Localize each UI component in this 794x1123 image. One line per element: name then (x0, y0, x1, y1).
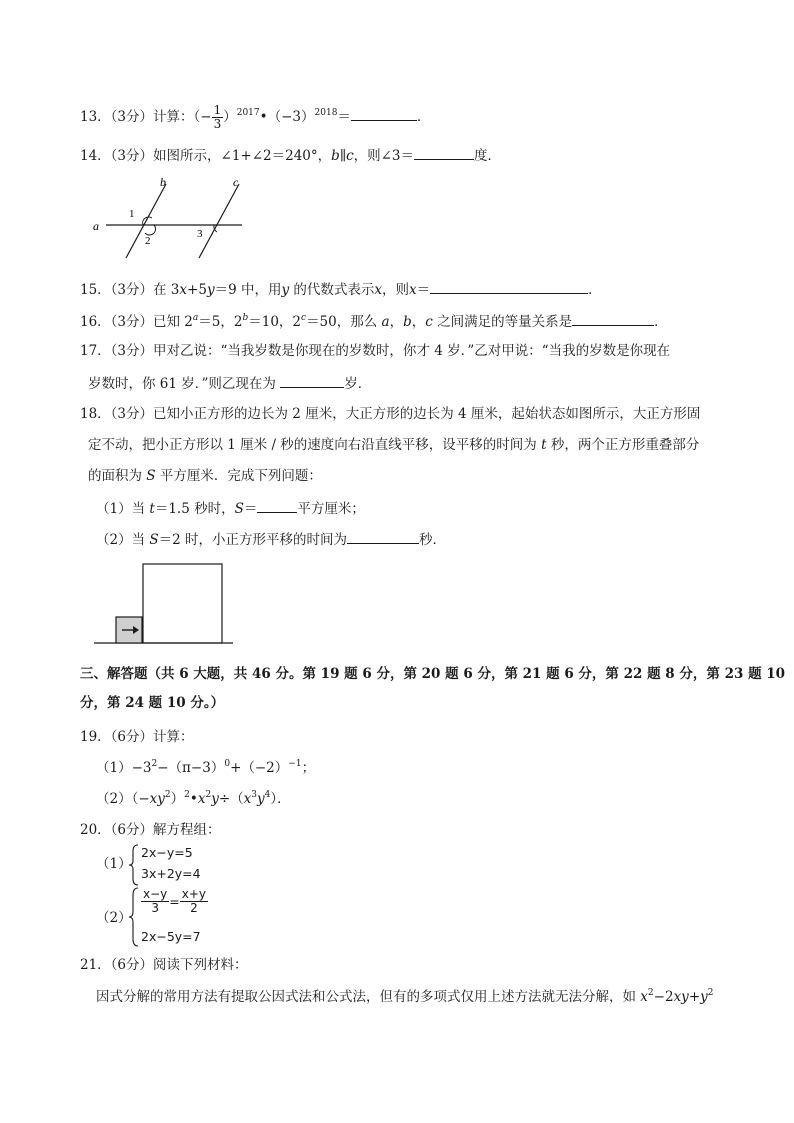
large-square (143, 564, 222, 643)
question-16: 16．（3分）已知 $2^a=5$，$2^b=10$，$2^c=50$，那么 a，b，c 之间满足的等量关系是 ． (80, 313, 668, 330)
system2-eq1: $\frac{x-y}{3}$ = $\frac{x+y}{2}$ (143, 887, 207, 915)
label-1: 1 (129, 208, 135, 220)
line-c (199, 184, 239, 258)
question-20-title: 20．（6分）解方程组： (80, 822, 221, 838)
question-18-line2: 定不动，把小正方形以 1 厘米 / 秒的速度向右沿直线平移，设平移的时间为 t 秒，两个正方形重叠部分 (88, 437, 700, 453)
fraction-x-plus-y-over-2: $\frac{x+y}{2}$ (181, 887, 207, 915)
brace-1 (128, 844, 140, 886)
system1-eq1: 2x−y=5 (141, 845, 193, 860)
question-19-part2: $(2)(-xy^2)^2•x^2y\div(x^3y^4)$． (96, 790, 291, 807)
angle-arc-2 (145, 225, 156, 235)
question-21-title: 21．（6分）阅读下列材料： (80, 957, 248, 973)
question-20-part1-label: （1） (96, 856, 132, 872)
question-18-sub1: （1）当 t＝1.5 秒时，S＝ 平方厘米； (96, 498, 365, 518)
brace-2 (128, 887, 140, 947)
question-19-title: 19．（6分）计算： (80, 729, 194, 745)
fraction-one-third: $\frac{1}{3}$ (213, 103, 222, 131)
question-21-line1: 因式分解的常用方法有提取公因式法和公式法，但有的多项式仅用上述方法就无法分解，如 $x^2-2xy+y^2$ (96, 988, 714, 1005)
section-3-heading-line1: 三、解答题（共 6 大题，共 46 分。第 19 题 6 分，第 20 题 6 分，第 21 题 6 分，第 22 题 8 分，第 23 题 10 (80, 666, 786, 682)
system2-eq2: 2x−5y=7 (141, 929, 201, 944)
question-15: 15．（3分）在 3x+5y＝9 中，用y 的代数式表示x，则x＝ ． (80, 279, 602, 299)
question-18-line1: 18．（3分）已知小正方形的边长为 2 厘米，大正方形的边长为 4 厘米，起始状态如图所示，大正方形固 (80, 406, 701, 422)
label-b: b (160, 175, 166, 189)
question-20-part2-label: （2） (96, 910, 132, 926)
answer-blank-18-2[interactable] (347, 529, 419, 544)
label-c: c (233, 175, 239, 189)
question-18-sub2: （2）当 S＝2 时，小正方形平移的时间为 秒． (96, 529, 446, 549)
answer-blank-13[interactable] (351, 106, 417, 121)
answer-blank-18-1[interactable] (257, 498, 297, 513)
section-3-heading-line2: 分，第 24 题 10 分。） (80, 695, 225, 711)
figure-squares (92, 560, 237, 648)
question-18-line3: 的面积为 S 平方厘米．完成下列问题： (88, 468, 322, 484)
label-2: 2 (145, 235, 151, 247)
answer-blank-14[interactable] (414, 145, 474, 160)
question-14: 14．（3分）如图所示，∠1+∠2＝240°，b∥c，则∠3＝ 度． (80, 145, 501, 165)
answer-blank-17[interactable] (280, 373, 344, 388)
question-17-line2: 岁数时，你 61 岁．”则乙现在为 岁． (88, 373, 371, 393)
answer-blank-16[interactable] (572, 311, 654, 326)
figure-parallel-lines (88, 172, 258, 264)
question-17-line1: 17．（3分）甲对乙说：“当我岁数是你现在的岁数时，你才 4 岁．”乙对甲说：“当我的岁数是你现在 (80, 343, 671, 359)
question-13: 13．（3分）计算：（− $\frac{1}{3}$ ）$^{2017}•(-3)^{2018}=$ ． (80, 103, 431, 131)
system1-eq2: 3x+2y=4 (141, 866, 201, 881)
answer-blank-15[interactable] (430, 279, 588, 294)
fraction-x-minus-y-over-3: $\frac{x-y}{3}$ (143, 887, 168, 915)
label-3: 3 (197, 228, 203, 240)
label-a: a (93, 219, 99, 233)
question-19-part1: $(1)-3^2-(\pi-3)^0+(-2)^{-1}$； (96, 759, 316, 776)
